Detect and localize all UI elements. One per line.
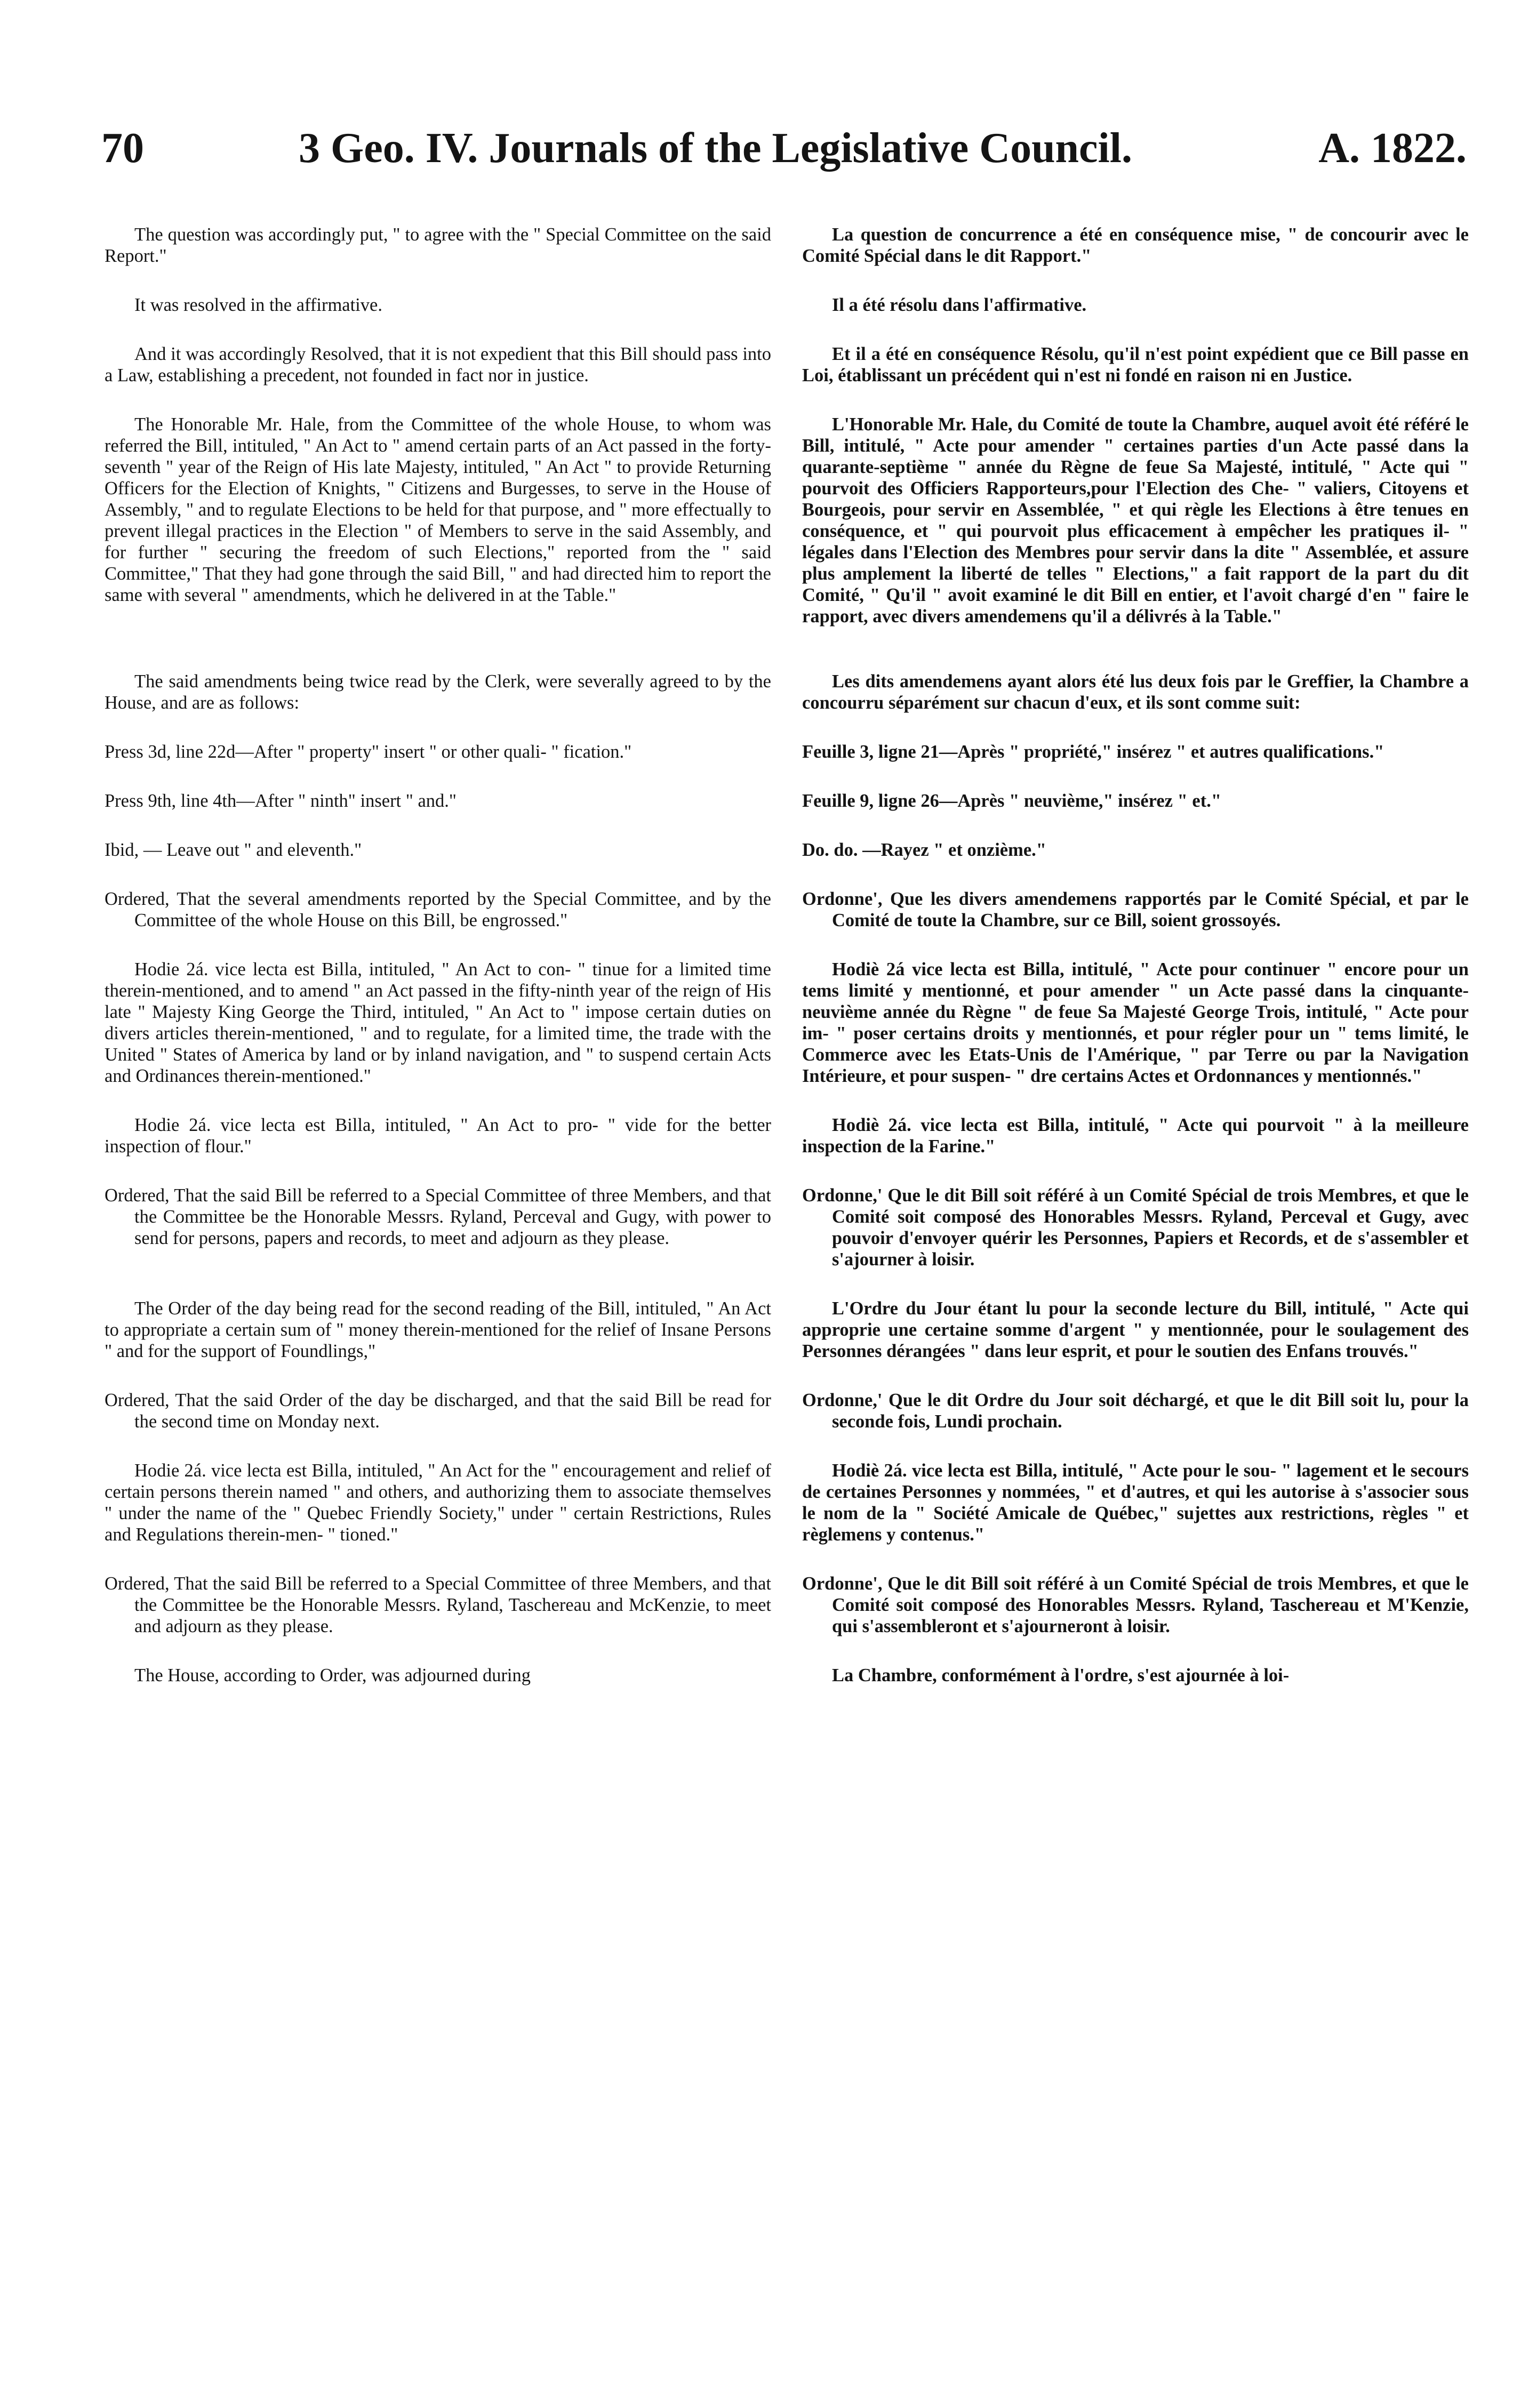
paragraph-pair <box>105 1114 1469 1157</box>
french-paragraph: La Chambre, conformément à l'ordre, s'est ajournée à loi- <box>832 1665 1290 1685</box>
english-paragraph: Hodie 2á. vice lecta est Billa, intituled, " An Act to pro- " vide for the better inspection of flour." <box>105 1115 771 1157</box>
paragraph-pair <box>105 343 1469 386</box>
paragraph-pair <box>105 224 1469 267</box>
french-paragraph: Il a été résolu dans l'affirmative. <box>832 295 1087 315</box>
french-order: Ordonne', Que les divers amendemens rapportés par le Comité Spécial, et par le Comité de toute la Chambre, sur ce Bill, soient grossoyés. <box>802 889 1469 930</box>
french-order: Ordonne,' Que le dit Ordre du Jour soit déchargé, et que le dit Bill soit lu, pour la seconde fois, Lundi prochain. <box>802 1390 1469 1432</box>
page-number: 70 <box>101 125 144 172</box>
order-pair <box>105 1573 1469 1637</box>
french-paragraph: L'Honorable Mr. Hale, du Comité de toute la Chambre, auquel avoit été référé le Bill, intitulé, " Acte pour amender " certaines parties d'un Acte passé dans la quarante-septième " année du Règne de feue Sa Majesté, intitulé, " Acte qui " pourvoit des Officiers Rapporteurs,pour l'Election des Che- " valiers, Citoyens et Bourgeois, pour servir en Assemblée, " et qui règle les Elections à être tenues en conséquence, et " qui pourvoit plus efficacement à empêcher les pratiques il- " légales dans l'Election des Membres pour servir dans la dite " Assemblée, et assure plus amplement la liberté de telles " Elections," a fait rapport de la part du dit Comité, " Qu'il " avoit examiné le dit Bill en entier, et l'avoit chargé d'en " faire le rapport, avec divers amendemens qu'il a délivrés à la Table." <box>802 414 1469 627</box>
paragraph-pair <box>105 414 1469 627</box>
english-paragraph: The House, according to Order, was adjourned during <box>134 1665 531 1685</box>
english-paragraph: And it was accordingly Resolved, that it is not expedient that this Bill should pass into a Law, establishing a precedent, not founded in fact nor in justice. <box>105 344 771 386</box>
french-order: Ordonne', Que le dit Bill soit référé à un Comité Spécial de trois Membres, et que le Comité soit composé des Honorables Messrs. Ryland, Taschereau et M'Kenzie, qui s'assembleront et s'ajourneront à loisir. <box>802 1574 1469 1636</box>
french-amendment: Do. do. —Rayez " et onzième." <box>802 840 1046 860</box>
paragraph-pair <box>105 1665 1469 1686</box>
french-amendment: Feuille 3, ligne 21—Après " propriété," insérez " et autres qualifications." <box>802 742 1384 762</box>
paragraph-pair <box>105 959 1469 1087</box>
english-paragraph: Hodie 2á. vice lecta est Billa, intituled, " An Act for the " encouragement and relief of certain persons therein named " and others, and authorizing them to associate themselves " under the name of the " Quebec Friendly Society," under " certain Restrictions, Rules and Regulations therein-men- " tioned." <box>105 1460 771 1545</box>
amendment-pair <box>105 741 1469 762</box>
running-title: 3 Geo. IV. Journals of the Legislative Council. <box>299 125 1133 172</box>
english-paragraph: The said amendments being twice read by the Clerk, were severally agreed to by the House, and are as follows: <box>105 671 771 713</box>
english-paragraph: Hodie 2á. vice lecta est Billa, intituled, " An Act to con- " tinue for a limited time therein-mentioned, and to amend " an Act passed in the fifty-ninth year of the reign of His late " Majesty King George the Third, intituled, " An Act to " impose certain duties on divers articles therein-mentioned, " and to regulate, for a limited time, the trade with the United " States of America by land or by inland navigation, and " to suspend certain Acts and Ordinances therein-mentioned." <box>105 959 771 1086</box>
french-paragraph: L'Ordre du Jour étant lu pour la seconde lecture du Bill, intitulé, " Acte qui approprie une certaine somme d'argent " y mentionnée, pour le soulagement des Personnes dérangées " dans leur esprit, et pour le soutien des Enfans trouvés." <box>802 1298 1469 1361</box>
paragraph-pair <box>105 671 1469 713</box>
order-pair <box>105 1185 1469 1270</box>
two-column-body <box>105 224 1469 1714</box>
paragraph-pair <box>105 1460 1469 1545</box>
english-order: Ordered, That the said Bill be referred to a Special Committee of three Members, and that the Committee be the Honorable Messrs. Ryland, Taschereau and McKenzie, to meet and adjourn as they please. <box>105 1574 771 1636</box>
english-amendment: Ibid, — Leave out " and eleventh." <box>105 840 362 860</box>
amendment-pair <box>105 790 1469 812</box>
paragraph-pair <box>105 294 1469 316</box>
french-paragraph: Hodiè 2á vice lecta est Billa, intitulé, " Acte pour continuer " encore pour un tems limité y mentionné, et pour amender " un Acte passé dans la cinquante-neuvième année du Règne " de feue Sa Majesté George Trois, intitulé, " Acte pour im- " poser certains droits y mentionnés, et pour régler pour un " tems limité, le Commerce avec les Etats-Unis de l'Amérique, " par Terre ou par la Navigation Intérieure, et pour suspen- " dre certains Actes et Ordonnances y mentionnés." <box>802 959 1469 1086</box>
english-amendment: Press 3d, line 22d—After " property" insert " or other quali- " fication." <box>105 742 632 762</box>
page-header <box>101 116 1467 180</box>
french-amendment: Feuille 9, ligne 26—Après " neuvième," insérez " et." <box>802 791 1221 811</box>
english-order: Ordered, That the said Bill be referred to a Special Committee of three Members, and that the Committee be the Honorable Messrs. Ryland, Perceval and Gugy, with power to send for persons, papers and records, to meet and adjourn as they please. <box>105 1185 771 1248</box>
french-paragraph: Hodiè 2á. vice lecta est Billa, intitulé, " Acte pour le sou- " lagement et le secours de certaines Personnes y nommées, " et d'autres, et qui les autorise à s'associer sous le nom de la " Société Amicale de Québec," sujettes aux restrictions, règles " et règlemens y contenus." <box>802 1460 1469 1545</box>
english-paragraph: It was resolved in the affirmative. <box>134 295 382 315</box>
order-pair <box>105 888 1469 931</box>
amendment-pair <box>105 839 1469 861</box>
english-paragraph: The Honorable Mr. Hale, from the Committee of the whole House, to whom was referred the Bill, intituled, " An Act to " amend certain parts of an Act passed in the forty-seventh " year of the Reign of His late Majesty, intituled, " An Act " to provide Returning Officers for the Election of Knights, " Citizens and Burgesses, to serve in the House of Assembly, " and to regulate Elections to be held for that purpose, and " more effectually to prevent illegal practices in the Election " of Members to serve in the said Assembly, and for further " securing the freedom of such Elections," reported from the " said Committee," That they had gone through the said Bill, " and had directed him to report the same with several " amendments, which he delivered in at the Table." <box>105 414 771 605</box>
english-order: Ordered, That the several amendments reported by the Special Committee, and by the Committee of the whole House on this Bill, be engrossed." <box>105 889 771 930</box>
french-paragraph: La question de concurrence a été en conséquence mise, " de concourir avec le Comité Spécial dans le dit Rapport." <box>802 224 1469 266</box>
english-paragraph: The question was accordingly put, " to agree with the " Special Committee on the said Report." <box>105 224 771 266</box>
english-paragraph: The Order of the day being read for the second reading of the Bill, intituled, " An Act to appropriate a certain sum of " money therein-mentioned for the relief of Insane Persons " and for the support of Foundlings," <box>105 1298 771 1361</box>
french-paragraph: Les dits amendemens ayant alors été lus deux fois par le Greffier, la Chambre a concourru séparément sur chacun d'eux, et ils sont comme suit: <box>802 671 1469 713</box>
french-paragraph: Hodiè 2á. vice lecta est Billa, intitulé, " Acte qui pourvoit " à la meilleure inspection de la Farine." <box>802 1115 1469 1157</box>
french-paragraph: Et il a été en conséquence Résolu, qu'il n'est point expédient que ce Bill passe en Loi, établissant un précédent qui n'est ni fondé en raison ni en Justice. <box>802 344 1469 386</box>
english-amendment: Press 9th, line 4th—After " ninth" insert " and." <box>105 791 457 811</box>
running-year: A. 1822. <box>1318 125 1467 172</box>
english-order: Ordered, That the said Order of the day be discharged, and that the said Bill be read for the second time on Monday next. <box>105 1390 771 1432</box>
paragraph-pair <box>105 1298 1469 1362</box>
order-pair <box>105 1390 1469 1432</box>
french-order: Ordonne,' Que le dit Bill soit référé à un Comité Spécial de trois Membres, et que le Comité soit composé des Honorables Messrs. Ryland, Perceval et Gugy, avec pouvoir d'envoyer quérir les Personnes, Papiers et Records, et de s'assembler et s'ajourner à loisir. <box>802 1185 1469 1270</box>
